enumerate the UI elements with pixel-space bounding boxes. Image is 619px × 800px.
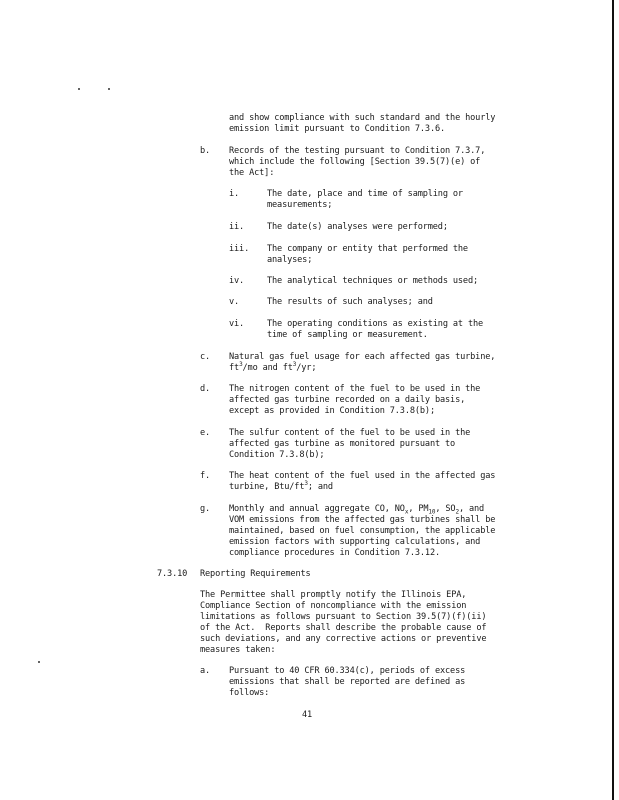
section-title: Reporting Requirements <box>200 569 311 579</box>
scan-speck <box>108 88 110 90</box>
item-g-line: Monthly and annual aggregate CO, $NO_x$, $PM_{10}$, $SO_2$, and <box>229 504 485 516</box>
item-a-line: emissions that shall be reported are defined as <box>229 677 466 687</box>
subitem-line: The operating conditions as existing at the <box>267 319 484 329</box>
para-line: measures taken: <box>200 645 276 655</box>
item-c-line: Natural gas fuel usage for each affected gas turbine, <box>229 352 496 362</box>
item-d-line: The nitrogen content of the fuel to be used in the <box>229 384 481 394</box>
section-number: 7.3.10 <box>157 569 188 579</box>
subitem-line: The date, place and time of sampling or <box>267 189 463 199</box>
intro-line: and show compliance with such standard and the hourly <box>229 113 496 123</box>
para-line: The Permittee shall promptly notify the Illinois EPA, <box>200 590 467 600</box>
para-line: such deviations, and any corrective actions or preventive <box>200 634 487 644</box>
subitem-line: The company or entity that performed the <box>267 244 468 254</box>
item-d-line: affected gas turbine recorded on a daily basis, <box>229 395 466 405</box>
subitem-line: The results of such analyses; and <box>267 297 433 307</box>
para-line: Compliance Section of noncompliance with the emission <box>200 601 467 611</box>
page-number: 41 <box>302 710 313 720</box>
subitem-label: iii. <box>229 244 250 254</box>
item-label: c. <box>200 352 211 362</box>
item-f-line: turbine, Btu/$ft^3$; and <box>229 480 333 492</box>
para-line: limitations as follows pursuant to Section 39.5(7)(f)(ii) <box>200 612 487 622</box>
item-label: f. <box>200 471 211 481</box>
item-f-line: The heat content of the fuel used in the affected gas <box>229 471 496 481</box>
item-e-line: Condition 7.3.8(b); <box>229 450 325 460</box>
subitem-line: The analytical techniques or methods used; <box>267 276 479 286</box>
item-label: a. <box>200 666 211 676</box>
item-a-line: Pursuant to 40 CFR 60.334(c), periods of excess <box>229 666 466 676</box>
item-b-line: Records of the testing pursuant to Condition 7.3.7, <box>229 146 486 156</box>
item-label: d. <box>200 384 211 394</box>
item-g-line: maintained, based on fuel consumption, the applicable <box>229 526 496 536</box>
item-label: b. <box>200 146 211 156</box>
item-b-line: which include the following [Section 39.5(7)(e) of <box>229 157 481 167</box>
subitem-label: i. <box>229 189 240 199</box>
subitem-label: v. <box>229 297 240 307</box>
item-d-line: except as provided in Condition 7.3.8(b); <box>229 406 435 416</box>
item-c-line: $ft^3/mo$ and $ft^3/yr$; <box>229 361 317 373</box>
item-label: g. <box>200 504 211 514</box>
page-edge-line <box>612 0 614 800</box>
item-e-line: affected gas turbine as monitored pursuant to <box>229 439 456 449</box>
item-a-line: follows: <box>229 688 270 698</box>
item-e-line: The sulfur content of the fuel to be used in the <box>229 428 471 438</box>
para-line: of the Act. Reports shall describe the probable cause of <box>200 623 487 633</box>
subitem-line: analyses; <box>267 255 313 265</box>
subitem-label: iv. <box>229 276 245 286</box>
subitem-label: ii. <box>229 222 245 232</box>
item-label: e. <box>200 428 211 438</box>
subitem-line: time of sampling or measurement. <box>267 330 428 340</box>
scan-speck <box>78 88 80 90</box>
subitem-line: measurements; <box>267 200 333 210</box>
item-g-line: VOM emissions from the affected gas turbines shall be <box>229 515 496 525</box>
subitem-line: The date(s) analyses were performed; <box>267 222 448 232</box>
item-g-line: compliance procedures in Condition 7.3.12. <box>229 548 441 558</box>
item-g-line: emission factors with supporting calculations, and <box>229 537 481 547</box>
subitem-label: vi. <box>229 319 245 329</box>
item-b-line: the Act]: <box>229 168 275 178</box>
scan-speck <box>38 661 40 663</box>
intro-line: emission limit pursuant to Condition 7.3.6. <box>229 124 446 134</box>
